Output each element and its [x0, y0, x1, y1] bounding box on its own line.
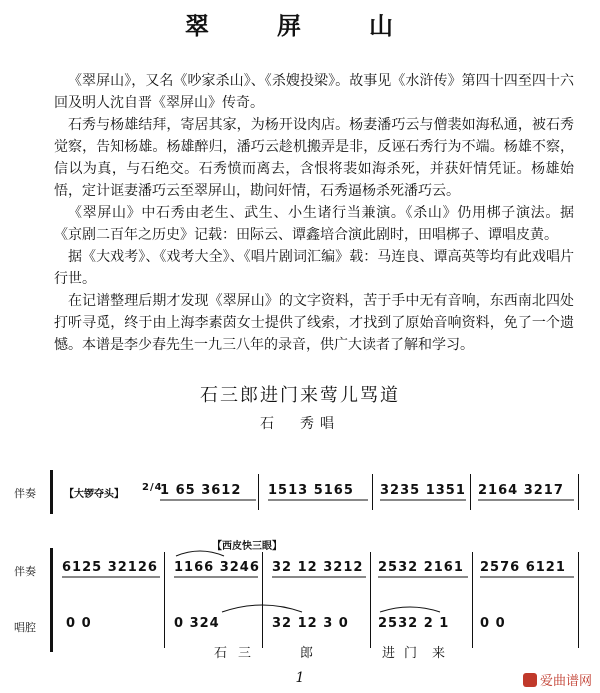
score-measure: 32 12 3212 [272, 560, 364, 575]
score-measure: 2576 6121 [480, 560, 566, 575]
lyric-char: 来 [432, 646, 446, 661]
score-measure: 1166 3246 [174, 560, 260, 575]
page-title: 翠 屏 山 [185, 11, 415, 40]
lyric-char: 进 [382, 646, 396, 661]
intro-paragraph: 在记谱整理后期才发现《翠屏山》的文字资料，苦于手中无有音响，东西南北四处打听寻觅，终于由上海李素茵女士提供了线索，才找到了原始音响资料，免了一个遗憾。本谱是李少春先生一九三八年的录音，供广大读者了解和学习。 [54, 293, 574, 353]
slur-mark [380, 607, 440, 612]
lyric-char: 门 [404, 646, 418, 661]
intro-paragraph: 据《大戏考》、《戏考大全》、《唱片剧词汇编》载：马连良、谭高英等均有此戏唱片行世。 [54, 249, 574, 287]
site-logo-icon [523, 673, 537, 687]
lyric-char: 石 [214, 646, 228, 661]
vocal-measure: 2532 2 1 [378, 616, 450, 631]
score-measure: 6125 32126 [62, 560, 158, 575]
lyric-char: 郎 [300, 646, 314, 661]
accomp-label: 伴奏 [14, 487, 36, 500]
slur-mark [222, 605, 302, 612]
score-measure: 1 65 3612 [160, 483, 242, 498]
score-measure: 3235 1351 [380, 483, 466, 498]
vocal-label: 唱腔 [14, 621, 36, 634]
watermark [523, 670, 592, 689]
score-measure: 1513 5165 [268, 483, 354, 498]
time-signature: 2/4 [142, 482, 163, 493]
singer-credit: 石 秀唱 [260, 416, 340, 432]
vocal-measure: 0 324 [174, 616, 220, 631]
vocal-measure: 0 0 [66, 616, 92, 631]
page-number: 1 [295, 670, 305, 686]
watermark-text: 爱曲谱网 [539, 674, 592, 689]
score-measure: 2164 3217 [478, 483, 564, 498]
intro-paragraph: 《翠屏山》，又名《吵家杀山》、《杀嫂投梁》。故事见《水浒传》第四十四至四十六回及明人沈自晋《翠屏山》传奇。 [54, 73, 574, 111]
lyric-char: 三 [238, 646, 252, 661]
intro-paragraph: 《翠屏山》中石秀由老生、武生、小生诸行当兼演。《杀山》仍用梆子演法。据《京剧二百年之历史》记载：田际云、谭鑫培合演此剧时，田唱梆子、谭唱皮黄。 [54, 205, 574, 243]
intro-paragraph: 石秀与杨雄结拜，寄居其家，为杨开设肉店。杨妻潘巧云与僧裴如海私通，被石秀觉察，告知杨雄。杨雄醉归，潘巧云趁机搬弄是非，反诬石秀行为不端。杨雄不察，信以为真，与石绝交。石秀愤而离去，含恨将裴如海杀死，并获奸情凭证。杨雄始悟，定计诓妻潘巧云至翠屏山，勘问奸情，石秀逼杨杀死潘巧云。 [54, 117, 574, 199]
vocal-measure: 0 0 [480, 616, 506, 631]
slur-mark [176, 551, 224, 556]
accomp-label: 伴奏 [14, 565, 36, 578]
banqiang-header: 【西皮快三眼】 [212, 541, 282, 552]
vocal-measure: 32 12 3 0 [272, 616, 349, 631]
score-measure: 2532 2161 [378, 560, 464, 575]
percussion-header: 【大锣夺头】 [64, 489, 124, 500]
song-title: 石三郎进门来莺儿骂道 [200, 385, 400, 406]
